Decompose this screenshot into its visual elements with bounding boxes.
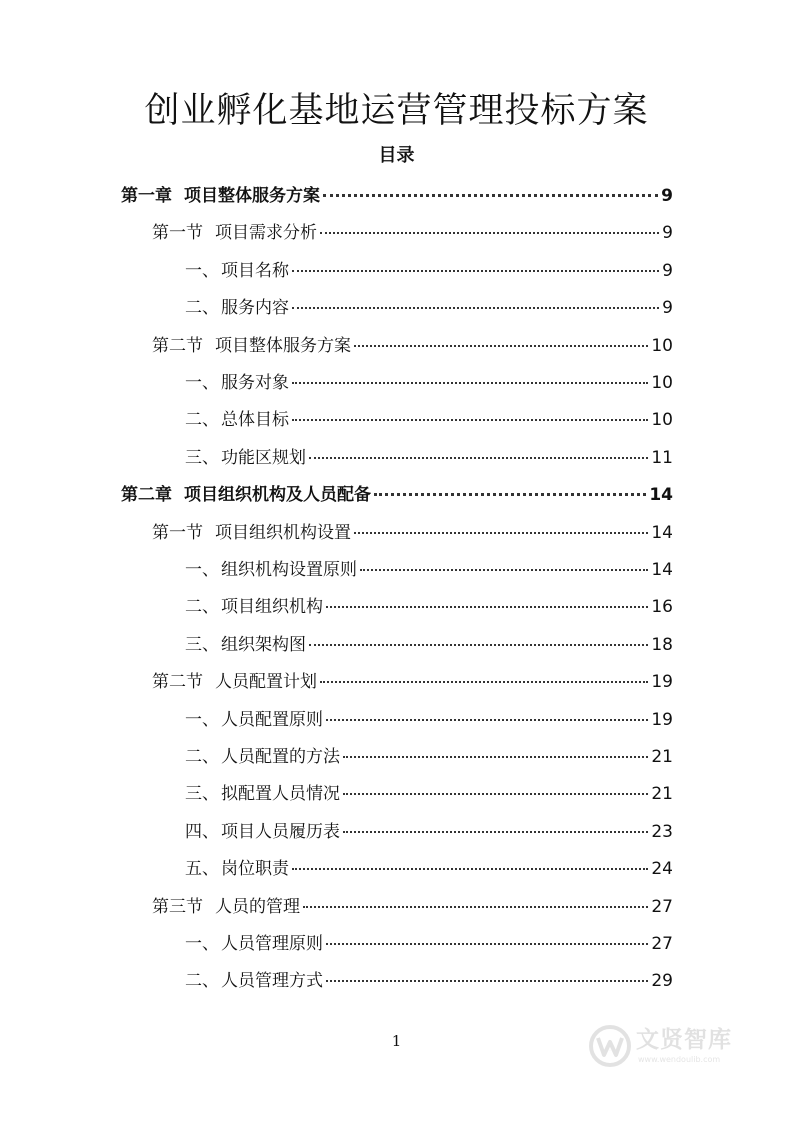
toc-entry[interactable] xyxy=(185,369,673,397)
toc-entry[interactable] xyxy=(185,967,673,995)
toc-entry-page: 27 xyxy=(651,934,673,954)
toc-entry-page: 9 xyxy=(661,186,673,206)
toc-entry-prefix: 三、 xyxy=(185,634,219,655)
toc-entry-label xyxy=(185,855,289,883)
toc-entry-prefix: 一、 xyxy=(185,560,219,580)
watermark-logo-letter: W xyxy=(609,1051,611,1052)
toc-entry[interactable] xyxy=(152,668,673,696)
toc-entry-prefix: 三、 xyxy=(185,447,219,468)
toc-entry-text: 拟配置人员情况 xyxy=(221,784,340,805)
toc-entry[interactable] xyxy=(152,893,673,921)
toc-entry-page: 18 xyxy=(651,634,673,655)
toc-entry-text: 项目组织机构及人员配备 xyxy=(184,485,371,506)
toc-entry-page: 19 xyxy=(651,672,673,693)
toc-entry-label xyxy=(152,219,317,247)
watermark xyxy=(588,1022,758,1074)
toc-entry-prefix: 三、 xyxy=(185,784,219,805)
toc-dot-leader xyxy=(309,457,648,459)
toc-entry-text: 组织机构设置原则 xyxy=(221,560,357,580)
toc-entry-page: 24 xyxy=(651,859,673,880)
toc-entry-label xyxy=(185,631,306,659)
toc-dot-leader xyxy=(292,382,648,384)
toc-entry[interactable] xyxy=(121,481,673,509)
toc-entry-prefix: 一、 xyxy=(185,709,219,730)
toc-entry-prefix: 一、 xyxy=(185,260,219,281)
toc-entry[interactable] xyxy=(185,930,673,958)
toc-entry-prefix: 第二节 xyxy=(152,672,203,693)
toc-entry-prefix: 二、 xyxy=(185,971,219,992)
toc-dot-leader xyxy=(320,681,648,683)
toc-entry-page: 14 xyxy=(649,485,673,506)
toc-entry-text: 项目组织机构 xyxy=(221,597,323,618)
toc-dot-leader xyxy=(326,943,648,945)
toc-entry-page: 21 xyxy=(651,784,673,805)
toc-entry-text: 人员管理方式 xyxy=(221,971,323,992)
toc-entry-prefix: 第三节 xyxy=(152,896,203,917)
toc-entry[interactable] xyxy=(185,706,673,734)
toc-dot-leader xyxy=(374,493,646,496)
toc-entry-prefix: 第一章 xyxy=(121,186,172,206)
toc-entry-prefix: 第二节 xyxy=(152,335,203,356)
toc-entry-prefix: 二、 xyxy=(185,747,219,767)
toc-entry-label xyxy=(185,294,289,322)
toc-entry-label xyxy=(185,930,323,958)
toc-entry-label xyxy=(152,668,317,696)
toc-entry[interactable] xyxy=(121,182,673,210)
toc-entry[interactable] xyxy=(185,855,673,883)
toc-entry[interactable] xyxy=(185,406,673,434)
toc-entry-text: 项目需求分析 xyxy=(215,223,317,244)
page-number: 1 xyxy=(391,1032,402,1050)
toc-entry-text: 服务对象 xyxy=(221,373,289,393)
toc-entry-text: 组织架构图 xyxy=(221,634,306,655)
toc-entry-label xyxy=(121,182,320,210)
toc-entry[interactable] xyxy=(185,631,673,659)
toc-entry-page: 29 xyxy=(651,971,673,992)
toc-dot-leader xyxy=(326,606,648,608)
toc-entry-prefix: 一、 xyxy=(185,373,219,393)
toc-dot-leader xyxy=(343,756,648,758)
toc-entry-page: 9 xyxy=(662,223,673,244)
toc-entry-text: 人员配置的方法 xyxy=(221,747,340,767)
toc-dot-leader xyxy=(343,793,648,795)
toc-dot-leader xyxy=(303,906,648,908)
toc-entry-text: 项目整体服务方案 xyxy=(184,186,320,206)
toc-entry[interactable] xyxy=(185,780,673,808)
toc-entry-label xyxy=(185,706,323,734)
toc-entry[interactable] xyxy=(185,743,673,771)
toc-entry-text: 人员配置计划 xyxy=(215,672,317,693)
toc-dot-leader xyxy=(343,831,648,833)
toc-entry-prefix: 二、 xyxy=(185,298,219,319)
toc-entry[interactable] xyxy=(185,593,673,621)
toc-entry[interactable] xyxy=(185,556,673,584)
toc-entry-page: 10 xyxy=(651,410,673,431)
toc-entry-label xyxy=(185,967,323,995)
toc-entry-text: 功能区规划 xyxy=(221,447,306,468)
toc-dot-leader xyxy=(326,719,648,721)
toc-entry-page: 10 xyxy=(651,335,673,356)
toc-entry[interactable] xyxy=(185,818,673,846)
toc-entry-page: 21 xyxy=(651,747,673,767)
toc-entry-label xyxy=(185,743,340,771)
toc-dot-leader xyxy=(360,569,648,571)
toc-entry-text: 人员管理原则 xyxy=(221,934,323,954)
toc-entry-label xyxy=(185,780,340,808)
toc-entry[interactable] xyxy=(185,294,673,322)
toc-entry-prefix: 一、 xyxy=(185,934,219,954)
toc-entry-label xyxy=(185,369,289,397)
toc-entry-page: 16 xyxy=(651,597,673,618)
toc-entry-label xyxy=(185,593,323,621)
toc-entry-prefix: 第一节 xyxy=(152,522,203,543)
watermark-logo-icon xyxy=(588,1024,632,1068)
toc-entry-page: 10 xyxy=(651,373,673,393)
toc-dot-leader xyxy=(292,270,659,272)
toc-entry-page: 9 xyxy=(662,260,673,281)
toc-dot-leader xyxy=(292,307,659,309)
toc-dot-leader xyxy=(326,980,648,982)
toc-entry[interactable] xyxy=(185,444,673,472)
toc-entry-prefix: 二、 xyxy=(185,597,219,618)
toc-entry-label xyxy=(185,406,289,434)
watermark-url: www.wendoulib.com xyxy=(638,1055,721,1064)
toc-entry-label xyxy=(121,481,371,509)
toc-entry-text: 项目人员履历表 xyxy=(221,821,340,842)
toc-entry-text: 总体目标 xyxy=(221,410,289,431)
toc-entry-page: 11 xyxy=(651,447,673,468)
toc-dot-leader xyxy=(309,644,648,646)
toc-entry-text: 项目组织机构设置 xyxy=(215,522,351,543)
toc-entry-page: 27 xyxy=(651,896,673,917)
toc-entry-text: 岗位职责 xyxy=(221,859,289,880)
toc-entry-text: 人员配置原则 xyxy=(221,709,323,730)
toc-entry-page: 14 xyxy=(651,560,673,580)
toc-entry-label xyxy=(185,444,306,472)
toc-entry-page: 19 xyxy=(651,709,673,730)
toc-entry[interactable] xyxy=(152,519,673,547)
toc-entry-page: 9 xyxy=(662,298,673,319)
toc-entry[interactable] xyxy=(185,257,673,285)
toc-entry-page: 23 xyxy=(651,821,673,842)
toc-entry-text: 项目名称 xyxy=(221,260,289,281)
toc-entry-text: 服务内容 xyxy=(221,298,289,319)
toc-heading: 目录 xyxy=(378,145,415,166)
toc-entry-prefix: 二、 xyxy=(185,410,219,431)
toc-entry[interactable] xyxy=(152,332,673,360)
toc-entry-page: 14 xyxy=(651,522,673,543)
toc-entry-text: 人员的管理 xyxy=(215,896,300,917)
toc-entry-prefix: 四、 xyxy=(185,821,219,842)
toc-dot-leader xyxy=(320,232,659,234)
toc-entry-label xyxy=(152,893,300,921)
toc-entry-prefix: 五、 xyxy=(185,859,219,880)
toc-entry-label xyxy=(185,556,357,584)
toc-entry[interactable] xyxy=(152,219,673,247)
toc-entry-prefix: 第二章 xyxy=(121,485,172,506)
toc-entry-label xyxy=(152,519,351,547)
toc-dot-leader xyxy=(292,419,648,421)
toc-dot-leader xyxy=(292,868,648,870)
document-title: 创业孵化基地运营管理投标方案 xyxy=(144,91,649,131)
toc-entry-text: 项目整体服务方案 xyxy=(215,335,351,356)
toc-entry-prefix: 第一节 xyxy=(152,223,203,244)
toc-entry-label xyxy=(152,332,351,360)
toc-entry-label xyxy=(185,818,340,846)
toc-dot-leader xyxy=(323,194,658,197)
toc-entry-label xyxy=(185,257,289,285)
toc-dot-leader xyxy=(354,345,648,347)
toc-dot-leader xyxy=(354,532,648,534)
watermark-name: 文贤智库 xyxy=(636,1027,732,1053)
